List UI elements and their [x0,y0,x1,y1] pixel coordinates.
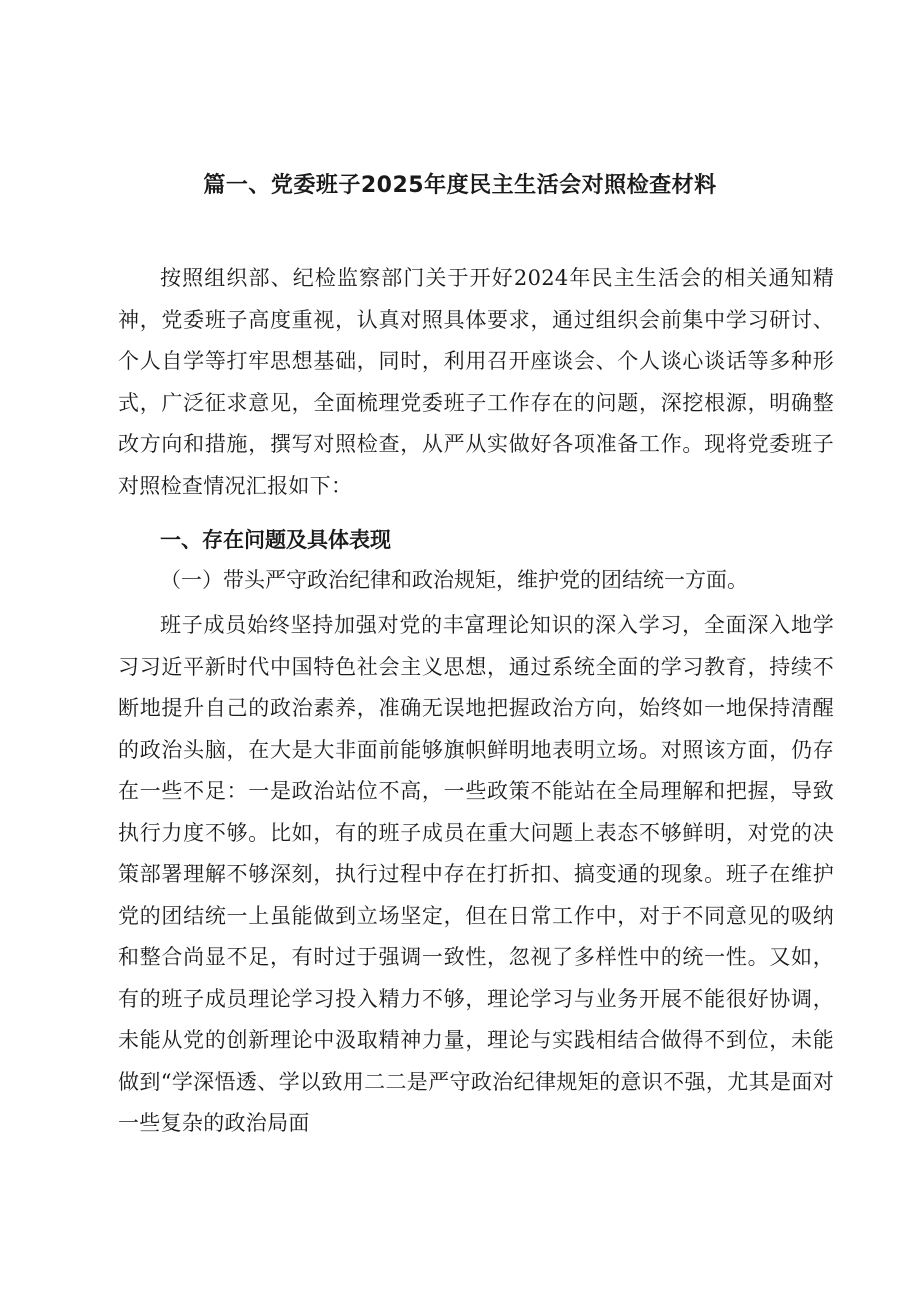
body-paragraph: 班子成员始终坚持加强对党的丰富理论知识的深入学习，全面深入地学习习近平新时代中国特色社会主义思想，通过系统全面的学习教育，持续不断地提升自己的政治素养，准确无误地把握政治方向，始终如一地保持清醒的政治头脑，在大是大非面前能够旗帜鲜明地表明立场。对照该方面，仍存在一些不足：一是政治站位不高，一些政策不能站在全局理解和把握，导致执行力度不够。比如，有的班子成员在重大问题上表态不够鲜明，对党的决策部署理解不够深刻，执行过程中存在打折扣、搞变通的现象。班子在维护党的团结统一上虽能做到立场坚定，但在日常工作中，对于不同意见的吸纳和整合尚显不足，有时过于强调一致性，忽视了多样性中的统一性。又如，有的班子成员理论学习投入精力不够，理论学习与业务开展不能很好协调，未能从党的创新理论中汲取精神力量，理论与实践相结合做得不到位，未能做到“学深悟透、学以致用二二是严守政治纪律规矩的意识不强，尤其是面对一些复杂的政治局面 [118,613,834,1135]
section-heading: 一、存在问题及具体表现 [160,528,391,552]
subsection-heading: （一）带头严守政治纪律和政治规矩，维护党的团结统一方面。 [160,568,748,592]
intro-paragraph: 按照组织部、纪检监察部门关于开好2024年民主生活会的相关通知精神，党委班子高度重视，认真对照具体要求，通过组织会前集中学习研讨、个人自学等打牢思想基础，同时，利用召开座谈会、个人谈心谈话等多种形式，广泛征求意见，全面梳理党委班子工作存在的问题，深挖根源，明确整改方向和措施，撰写对照检查，从严从实做好各项准备工作。现将党委班子对照检查情况汇报如下： [118,266,834,498]
document-title: 篇一、党委班子2025年度民主生活会对照检查材料 [203,173,717,198]
body-block [118,605,834,1145]
intro-block [118,258,834,507]
